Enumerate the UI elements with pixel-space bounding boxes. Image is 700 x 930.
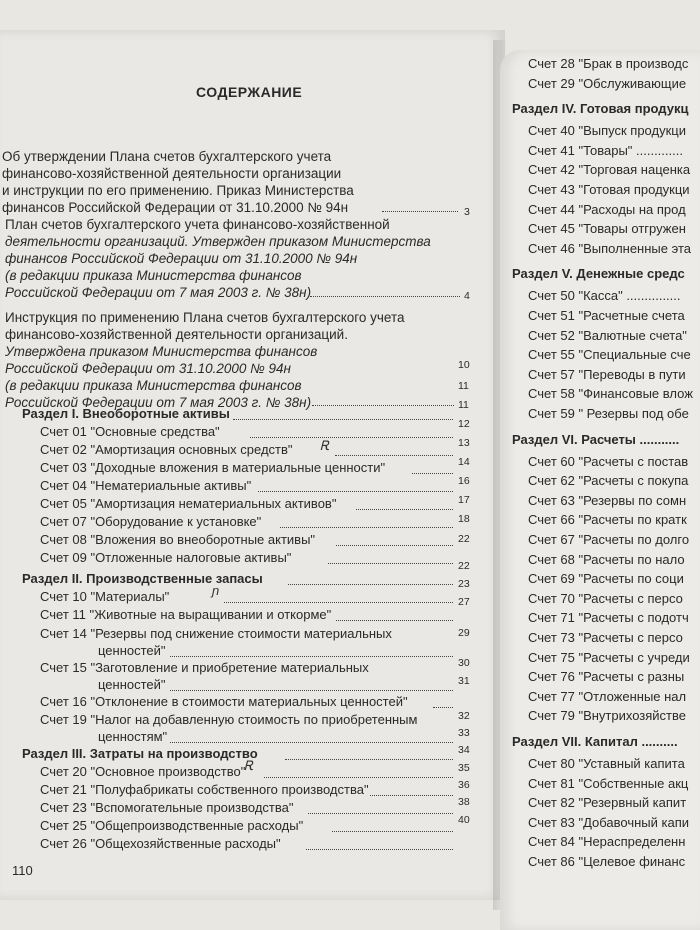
right-toc-entry: Счет 59 " Резервы под обе — [528, 406, 689, 421]
page-ref: 10 — [458, 359, 470, 371]
right-toc-entry: Счет 44 "Расходы на прод — [528, 201, 686, 217]
toc-entry: Счет 05 "Амортизация нематериальных активов" — [40, 496, 337, 511]
page-ref: 32 — [458, 710, 470, 722]
right-toc-entry: Счет 40 "Выпуск продукци — [528, 123, 686, 139]
right-section-heading: Раздел V. Денежные средс — [512, 266, 685, 282]
leader-dots — [310, 296, 460, 297]
right-toc-entry: Счет 45 "Товары отгружен — [528, 221, 686, 237]
right-toc-entry: Счет 79 "Внутрихозяйстве — [528, 708, 687, 724]
toc-entry: Счет 01 "Основные средства" — [40, 424, 220, 439]
right-toc-entry: Счет 57 "Переводы в пути — [528, 366, 686, 382]
page-ref: 11 — [458, 399, 469, 411]
leader-dots — [312, 405, 454, 406]
right-toc-entry: Счет 51 "Расчетные счета — [528, 308, 685, 323]
page-ref: 13 — [458, 437, 470, 449]
right-toc-entry: Счет 81 "Собственные акц — [528, 775, 689, 791]
page-ref: 35 — [458, 762, 470, 774]
intro-block-2-line: (в редакции приказа Министерства финансов — [5, 268, 302, 283]
leader-dots — [170, 742, 453, 743]
right-toc-entry: Счет 68 "Расчеты по нало — [528, 551, 685, 567]
leader-dots — [335, 455, 453, 456]
toc-entry-continuation: ценностям" — [98, 729, 168, 744]
page-ref: 17 — [458, 494, 470, 506]
section-heading-2: Раздел II. Производственные запасы — [22, 571, 263, 586]
right-page — [500, 50, 700, 930]
page-ref: 11 — [458, 380, 469, 392]
toc-entry-continuation: ценностей" — [98, 643, 166, 658]
right-section-heading: Раздел IV. Готовая продукц — [512, 101, 689, 117]
page-ref: 36 — [458, 779, 470, 791]
toc-entry: Счет 25 "Общепроизводственные расходы" — [40, 818, 304, 833]
toc-entry: Счет 21 "Полуфабрикаты собственного производства" — [40, 782, 369, 797]
toc-entry-continuation: ценностей" — [98, 677, 166, 692]
page-ref: 18 — [458, 513, 470, 525]
right-toc-entry: Счет 80 "Уставный капита — [528, 756, 685, 771]
leader-dots — [382, 211, 458, 212]
right-toc-entry: Счет 83 "Добавочный капи — [528, 814, 690, 830]
toc-entry: Счет 20 "Основное производство" — [40, 764, 246, 779]
right-toc-entry: Счет 66 "Расчеты по кратк — [528, 512, 687, 528]
intro-block-3-line: Инструкция по применению Плана счетов бухгалтерского учета — [5, 310, 405, 325]
leader-dots — [336, 545, 453, 546]
leader-dots — [288, 584, 453, 585]
right-toc-entry: Счет 29 "Обслуживающие — [528, 75, 687, 91]
right-toc-entry: Счет 60 "Расчеты с постав — [528, 453, 689, 469]
toc-entry: Счет 16 "Отклонение в стоимости материальных ценностей" — [40, 694, 408, 709]
intro-block-3-line: (в редакции приказа Министерства финансов — [5, 378, 302, 393]
right-toc-entry: Счет 42 "Торговая наценка — [528, 162, 691, 178]
leader-dots — [336, 620, 453, 621]
leader-dots — [328, 563, 453, 564]
right-toc-entry: Счет 70 "Расчеты с персо — [528, 590, 683, 606]
toc-entry: Счет 14 "Резервы под снижение стоимости материальных — [40, 626, 392, 641]
toc-entry: Счет 19 "Налог на добавленную стоимость по приобретенным — [40, 712, 418, 727]
leader-dots — [233, 419, 453, 420]
section-heading-3: Раздел III. Затраты на производство — [22, 746, 258, 761]
page-ref: 22 — [458, 533, 470, 545]
right-toc-entry: Счет 55 "Специальные сче — [528, 347, 691, 363]
section-heading-1: Раздел I. Внеоборотные активы — [22, 406, 230, 421]
toc-entry: Счет 26 "Общехозяйственные расходы" — [40, 836, 281, 851]
right-toc-entry: Счет 77 "Отложенные нал — [528, 688, 687, 704]
page-ref: 12 — [458, 418, 470, 430]
toc-entry: Счет 03 "Доходные вложения в материальные ценности" — [40, 460, 386, 475]
right-toc-entry: Счет 82 "Резервный капит — [528, 795, 687, 811]
page-ref: 23 — [458, 578, 470, 590]
leader-dots — [264, 777, 453, 778]
leader-dots — [308, 813, 453, 814]
toc-entry: Счет 04 "Нематериальные активы" — [40, 478, 252, 493]
right-toc-entry: Счет 50 "Касса" ............... — [528, 288, 681, 304]
page-ref: 29 — [458, 627, 470, 639]
intro-block-1-line: финансов Российской Федерации от 31.10.2000 № 94н — [2, 200, 349, 215]
intro-block-2-line: финансов Российской Федерации от 31.10.2000 № 94н — [5, 251, 358, 266]
page-number: 110 — [12, 863, 33, 878]
intro-block-3-line: Российской Федерации от 31.10.2000 № 94н — [5, 361, 291, 376]
right-toc-entry: Счет 67 "Расчеты по долго — [528, 532, 690, 547]
page-ref: 40 — [458, 814, 470, 826]
toc-entry: Счет 09 "Отложенные налоговые активы" — [40, 550, 292, 565]
intro-block-3-line: финансово-хозяйственной деятельности организаций. — [5, 327, 348, 342]
right-toc-entry: Счет 69 "Расчеты по соци — [528, 571, 684, 587]
left-page — [0, 30, 505, 900]
intro-block-3-line: Российской Федерации от 7 мая 2003 г. № 38н) — [5, 395, 312, 410]
page-ref: 31 — [458, 675, 470, 687]
page-ref: 38 — [458, 796, 470, 808]
leader-dots — [258, 491, 453, 492]
handwritten-mark: Ꭱ — [244, 758, 254, 773]
page-ref: 4 — [464, 290, 470, 302]
leader-dots — [332, 831, 453, 832]
right-toc-entry: Счет 41 "Товары" ............. — [528, 142, 683, 158]
right-toc-entry: Счет 43 "Готовая продукци — [528, 182, 690, 197]
toc-entry: Счет 23 "Вспомогательные производства" — [40, 800, 294, 815]
right-toc-entry: Счет 52 "Валютные счета" — [528, 327, 687, 343]
right-toc-entry: Счет 86 "Целевое финанс — [528, 854, 686, 869]
right-toc-entry: Счет 58 "Финансовые влож — [528, 386, 693, 402]
leader-dots — [356, 509, 453, 510]
intro-block-1-line: и инструкции по его применению. Приказ Министерства — [2, 183, 354, 198]
page-ref: 27 — [458, 596, 470, 608]
page-ref: 3 — [464, 206, 470, 218]
handwritten-mark: Ꭱ — [320, 438, 330, 453]
right-toc-entry: Счет 76 "Расчеты с разны — [528, 669, 685, 685]
toc-entry: Счет 10 "Материалы" — [40, 589, 170, 604]
page-ref: 14 — [458, 456, 470, 468]
leader-dots — [285, 759, 453, 760]
page-ref: 34 — [458, 744, 470, 756]
right-toc-entry: Счет 28 "Брак в производс — [528, 56, 689, 71]
intro-block-3-line: Утверждена приказом Министерства финансов — [5, 344, 318, 359]
intro-block-2-line: План счетов бухгалтерского учета финансово-хозяйственной — [5, 217, 390, 232]
right-toc-entry: Счет 46 "Выполненные эта — [528, 240, 691, 256]
toc-entry: Счет 08 "Вложения во внеоборотные активы" — [40, 532, 316, 547]
right-toc-entry: Счет 63 "Резервы по сомн — [528, 492, 687, 508]
leader-dots — [224, 602, 453, 603]
leader-dots — [170, 690, 453, 691]
toc-entry: Счет 15 "Заготовление и приобретение материальных — [40, 660, 369, 675]
toc-entry: Счет 02 "Амортизация основных средств" — [40, 442, 293, 457]
leader-dots — [370, 795, 453, 796]
page-ref: 33 — [458, 727, 470, 739]
right-section-heading: Раздел VI. Расчеты ........... — [512, 431, 680, 447]
leader-dots — [306, 849, 453, 850]
intro-block-1-line: финансово-хозяйственной деятельности организации — [2, 166, 342, 181]
intro-block-2-line: деятельности организаций. Утвержден приказом Министерства — [5, 234, 431, 249]
page-ref: 30 — [458, 657, 470, 669]
intro-block-1-line: Об утверждении Плана счетов бухгалтерского учета — [2, 149, 332, 164]
leader-dots — [412, 473, 453, 474]
page-title: СОДЕРЖАНИЕ — [196, 84, 303, 100]
right-toc-entry: Счет 71 "Расчеты с подотч — [528, 610, 689, 626]
intro-block-2-line: Российской Федерации от 7 мая 2003 г. № 38н) — [5, 285, 312, 300]
toc-entry: Счет 11 "Животные на выращивании и откорме" — [40, 607, 332, 622]
right-toc-entry: Счет 84 "Нераспределенн — [528, 834, 686, 850]
page-ref: 22 — [458, 560, 470, 572]
right-toc-entry: Счет 75 "Расчеты с учреди — [528, 649, 690, 665]
leader-dots — [170, 656, 453, 657]
page-ref: 16 — [458, 475, 470, 487]
right-toc-entry: Счет 62 "Расчеты с покупа — [528, 473, 689, 489]
leader-dots — [433, 707, 453, 708]
handwritten-mark: ɲ — [212, 583, 220, 598]
leader-dots — [280, 527, 453, 528]
leader-dots — [250, 437, 453, 438]
toc-entry: Счет 07 "Оборудование к установке" — [40, 514, 262, 529]
right-section-heading: Раздел VII. Капитал .......... — [512, 734, 678, 749]
right-toc-entry: Счет 73 "Расчеты с персо — [528, 630, 683, 645]
